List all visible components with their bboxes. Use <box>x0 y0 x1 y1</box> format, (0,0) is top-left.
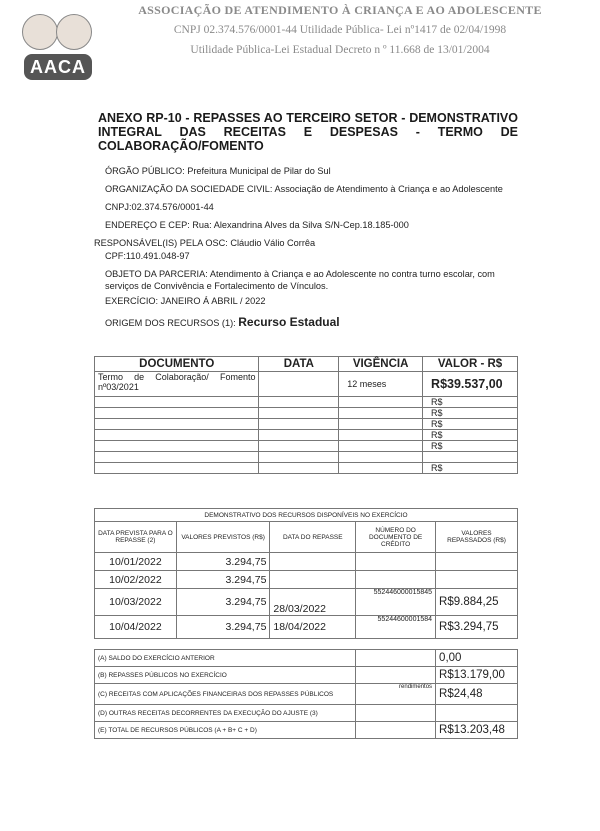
summary-value: R$24,48 <box>436 684 518 705</box>
cell-vigencia: 12 meses <box>339 372 423 397</box>
letterhead-decree: Utilidade Pública-Lei Estadual Decreto n º 11.668 de 13/01/2004 <box>190 44 490 56</box>
summary-label: (B) REPASSES PÚBLICOS NO EXERCÍCIO <box>95 667 356 684</box>
summary-label: (A) SALDO DO EXERCÍCIO ANTERIOR <box>95 650 356 667</box>
cell-data-repasse <box>270 553 356 571</box>
child-face-icon <box>56 14 92 50</box>
cell-documento-credito <box>356 553 436 571</box>
aaca-logo <box>14 14 100 92</box>
organizacao: ORGANIZAÇÃO DA SOCIEDADE CIVIL: Associação de Atendimento à Criança e ao Adolescente <box>105 184 503 194</box>
summary-label: (C) RECEITAS COM APLICAÇÕES FINANCEIRAS DOS REPASSES PÚBLICOS <box>95 684 356 705</box>
cell-documento-credito: 552446000015845 <box>356 589 436 616</box>
cell-data-prevista: 10/02/2022 <box>95 571 177 589</box>
cell-currency: R$ <box>423 430 518 441</box>
cnpj: CNPJ:02.374.576/0001-44 <box>105 202 214 212</box>
cell-repassado: R$9.884,25 <box>436 589 518 616</box>
cell-valor-previsto: 3.294,75 <box>176 571 270 589</box>
table-row <box>95 452 518 463</box>
cell-currency: R$ <box>423 397 518 408</box>
cell-data <box>259 372 339 397</box>
cell-currency: R$ <box>423 441 518 452</box>
objeto-parceria: OBJETO DA PARCERIA: Atendimento à Criança e ao Adolescente no contra turno escolar, com serviços de Convivência e Fortalecimento de Vínculos. <box>105 269 495 291</box>
summary-row <box>95 684 518 705</box>
summary-value: R$13.203,48 <box>436 722 518 739</box>
table-row <box>95 430 518 441</box>
cell-documento-credito <box>356 571 436 589</box>
cell-repassado: R$3.294,75 <box>436 616 518 639</box>
origem-value: Recurso Estadual <box>238 315 340 329</box>
letterhead-org-name: ASSOCIAÇÃO DE ATENDIMENTO À CRIANÇA E AO ADOLESCENTE <box>138 3 542 17</box>
table-header-row <box>95 357 518 372</box>
header-data-repasse: DATA DO REPASSE <box>270 522 356 553</box>
summary-value: 0,00 <box>436 650 518 667</box>
table-header-row <box>95 522 518 553</box>
logo-text: AACA <box>24 54 92 80</box>
summary-label: (E) TOTAL DE RECURSOS PÚBLICOS (A + B+ C + D) <box>95 722 356 739</box>
cell-currency: R$ <box>423 463 518 474</box>
header-valores-repassados: VALORES REPASSADOS (R$) <box>436 522 518 553</box>
header-data: DATA <box>259 357 339 372</box>
summary-label: (D) OUTRAS RECEITAS DECORRENTES DA EXECUÇÃO DO AJUSTE (3) <box>95 705 356 722</box>
repasses-table <box>94 508 518 739</box>
table-row <box>95 408 518 419</box>
header-numero-documento: NÚMERO DO DOCUMENTO DE CRÉDITO <box>356 522 436 553</box>
header-valores-previstos: VALORES PREVISTOS (R$) <box>176 522 270 553</box>
cell-data-prevista: 10/04/2022 <box>95 616 177 639</box>
summary-value: R$13.179,00 <box>436 667 518 684</box>
table-row <box>95 571 518 589</box>
cell-repassado <box>436 571 518 589</box>
cpf: CPF:110.491.048-97 <box>105 251 190 261</box>
table-row <box>95 463 518 474</box>
cell-valor-previsto: 3.294,75 <box>176 616 270 639</box>
cell-repassado <box>436 553 518 571</box>
exercicio: EXERCÍCIO: JANEIRO Á ABRIL / 2022 <box>105 296 266 306</box>
cell-documento: Termo de Colaboração/ Fomento nº03/2021 <box>95 372 259 397</box>
repasses-caption: DEMONSTRATIVO DOS RECURSOS DISPONÍVEIS NO EXERCÍCIO <box>95 509 518 522</box>
letterhead-cnpj: CNPJ 02.374.576/0001-44 Utilidade Pública- Lei nº1417 de 02/04/1998 <box>173 24 507 36</box>
header-vigencia: VIGÊNCIA <box>339 357 423 372</box>
document-title: ANEXO RP-10 - REPASSES AO TERCEIRO SETOR - DEMONSTRATIVO INTEGRAL DAS RECEITAS E DESPESAS - TERMO DE COLABORAÇÃO/FOMENTO <box>98 111 518 153</box>
summary-value <box>436 705 518 722</box>
summary-row <box>95 667 518 684</box>
summary-note <box>356 705 436 722</box>
summary-row <box>95 705 518 722</box>
header-data-prevista: DATA PREVISTA PARA O REPASSE (2) <box>95 522 177 553</box>
table-row <box>95 616 518 639</box>
cell-valor: R$39.537,00 <box>423 372 518 397</box>
cell-currency: R$ <box>423 408 518 419</box>
header-valor: VALOR - R$ <box>423 357 518 372</box>
child-face-icon <box>22 14 58 50</box>
letterhead <box>0 0 600 100</box>
header-documento: DOCUMENTO <box>95 357 259 372</box>
table-row <box>95 441 518 452</box>
summary-note <box>356 667 436 684</box>
cell-currency: R$ <box>423 419 518 430</box>
cell-data-repasse: 18/04/2022 <box>270 616 356 639</box>
orgao-publico: ÓRGÃO PÚBLICO: Prefeitura Municipal de Pilar do Sul <box>105 166 331 176</box>
summary-note <box>356 650 436 667</box>
cell-documento-credito: 55244600001584 <box>356 616 436 639</box>
cell-data-prevista: 10/01/2022 <box>95 553 177 571</box>
origem-recursos <box>105 315 340 329</box>
table-row <box>95 589 518 616</box>
cell-valor-previsto: 3.294,75 <box>176 553 270 571</box>
responsavel: RESPONSÁVEL(IS) PELA OSC: Cláudio Válio Corrêa <box>94 238 316 248</box>
summary-row <box>95 722 518 739</box>
cell-data-repasse <box>270 571 356 589</box>
endereco: ENDEREÇO E CEP: Rua: Alexandrina Alves da Silva S/N-Cep.18.185-000 <box>105 220 409 230</box>
table-row <box>95 553 518 571</box>
summary-row <box>95 650 518 667</box>
documents-table <box>94 356 518 474</box>
table-row <box>95 397 518 408</box>
cell-data-repasse: 28/03/2022 <box>270 589 356 616</box>
summary-note <box>356 722 436 739</box>
cell-valor-previsto: 3.294,75 <box>176 589 270 616</box>
table-row <box>95 419 518 430</box>
origem-label: ORIGEM DOS RECURSOS (1): <box>105 318 236 328</box>
cell-data-prevista: 10/03/2022 <box>95 589 177 616</box>
table-row <box>95 372 518 397</box>
summary-note: rendimentos <box>356 684 436 705</box>
